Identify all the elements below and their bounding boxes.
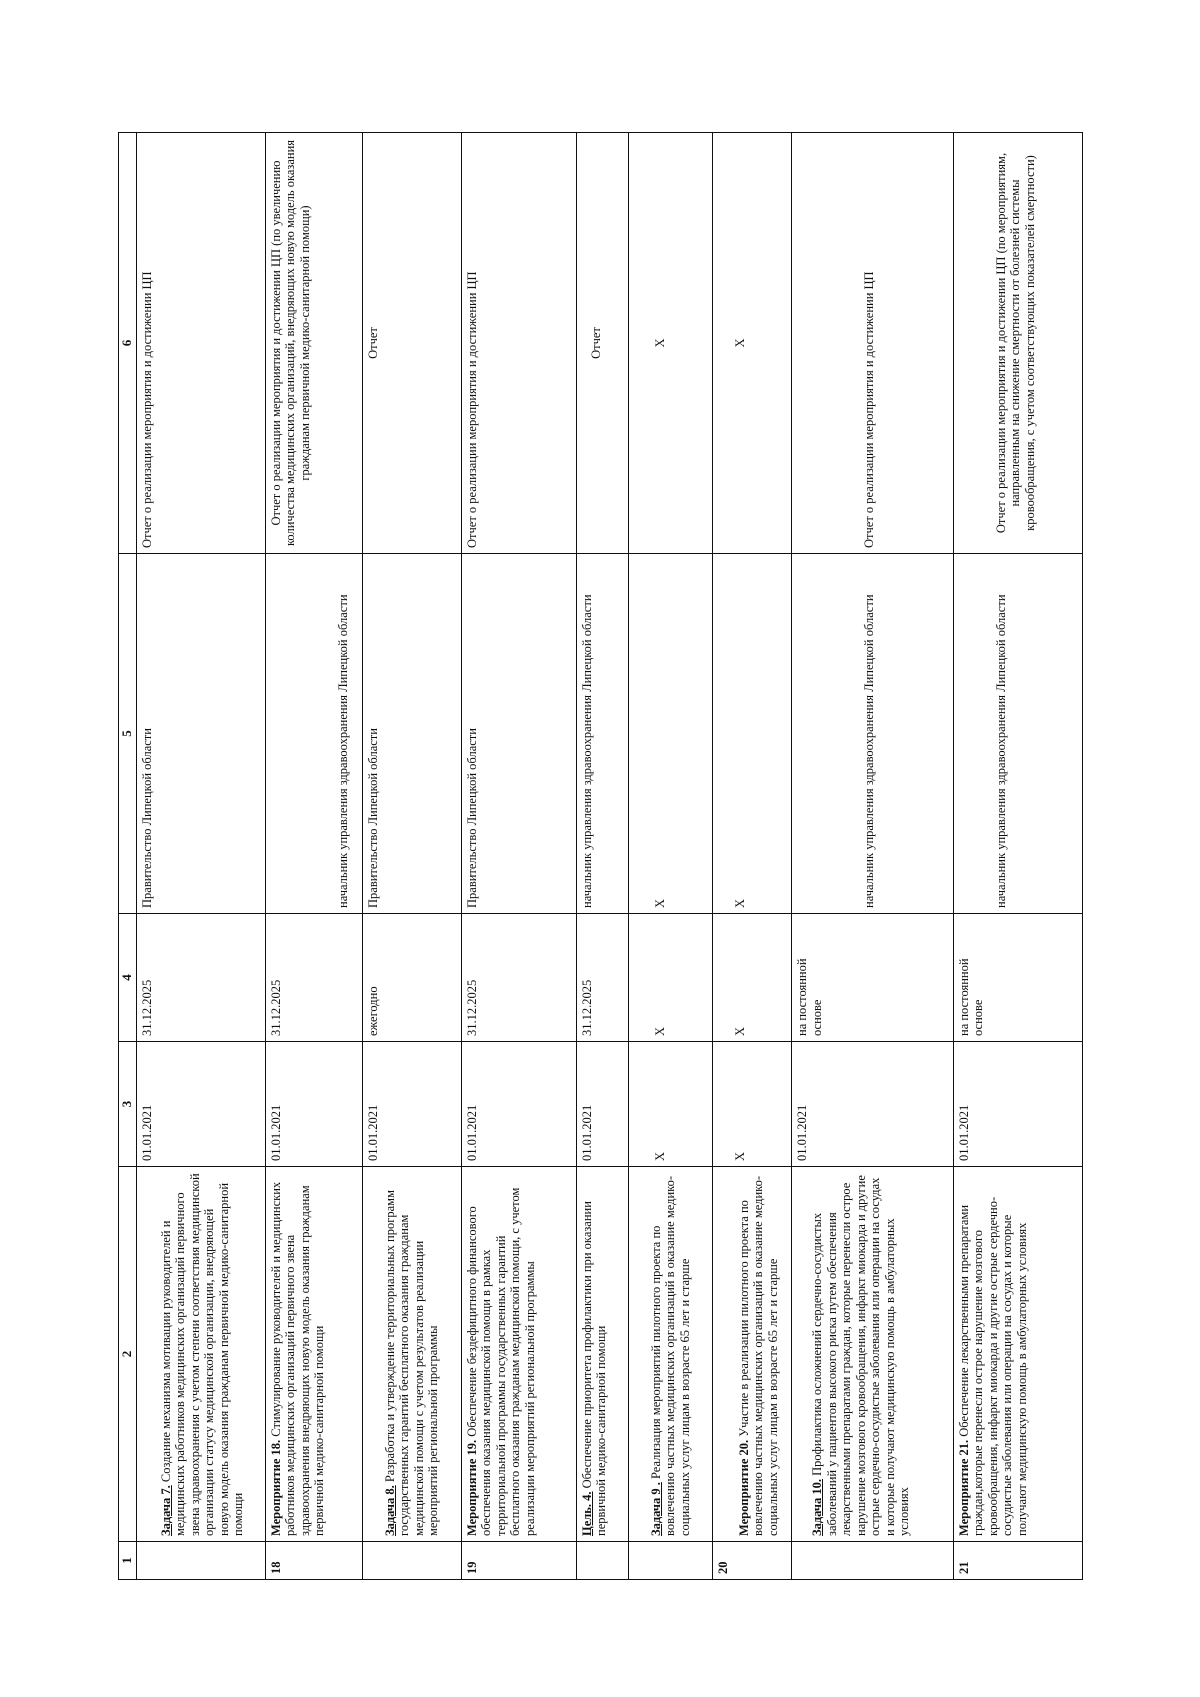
row-result: Отчет о реализации мероприятия и достижении ЦП <box>792 133 954 554</box>
row-start-date: Х <box>628 1042 712 1167</box>
row-result: Отчет о реализации мероприятия и достижении ЦП (по мероприятиям, направленным на снижение смертности от болезней системы кровообращения, с учетом соответствующих показателей смертности) <box>953 133 1082 554</box>
row-result: Отчет о реализации мероприятия и достижении ЦП (по увеличению количества медицинских организаций, внедряющих новую модель оказания гражданам первичной медико-санитарной помощи) <box>265 133 362 554</box>
row-result: Х <box>628 133 712 554</box>
table-row <box>265 133 362 1580</box>
row-responsible: Правительство Липецкой области <box>461 554 576 914</box>
row-text: Реализация мероприятий пилотного проекта по вовлечению частных медицинских организаций в оказание медико-социальных услуг лицам в возрасте 65 лет и старше <box>648 1175 692 1536</box>
row-description <box>461 1167 576 1542</box>
row-start-date: 01.01.2021 <box>576 1042 628 1167</box>
row-responsible: Правительство Липецкой области <box>136 554 265 914</box>
row-number: 21 <box>953 1542 1082 1580</box>
row-text: Профилактика осложнений сердечно-сосудистых заболеваний у пациентов высокого риска путем обеспечения лекарственными препаратами граждан, которые перенесли острое нарушение мозгового кровообращения, инфаркт миокарда и другие острые сердечно-сосудистые заболевания или операции на сосудах и которые получают медицинскую помощь в амбулаторных условиях <box>810 1175 912 1536</box>
row-number <box>792 1542 954 1580</box>
header-col-6: 6 <box>119 133 137 554</box>
row-description <box>953 1167 1082 1542</box>
row-description <box>628 1167 712 1542</box>
row-start-date: 01.01.2021 <box>461 1042 576 1167</box>
header-row <box>119 133 137 1580</box>
row-responsible: Правительство Липецкой области <box>362 554 461 914</box>
row-description <box>712 1167 792 1542</box>
row-title: Мероприятие 21. <box>956 1439 971 1536</box>
row-description <box>792 1167 954 1542</box>
row-title: Мероприятие 19. <box>464 1439 479 1536</box>
row-number <box>628 1542 712 1580</box>
row-responsible: Х <box>712 554 792 914</box>
row-description <box>136 1167 265 1542</box>
row-responsible: начальник управления здравоохранения Липецкой области <box>792 554 954 914</box>
header-col-1: 1 <box>119 1542 137 1580</box>
row-responsible: начальник управления здравоохранения Липецкой области <box>576 554 628 914</box>
row-end-date: на постоянной основе <box>792 914 954 1042</box>
row-number <box>362 1542 461 1580</box>
row-end-date: 31.12.2025 <box>265 914 362 1042</box>
row-end-date: 31.12.2025 <box>136 914 265 1042</box>
row-title: Мероприятие 20. <box>736 1439 751 1536</box>
row-responsible: начальник управления здравоохранения Липецкой области <box>953 554 1082 914</box>
row-end-date: на постоянной основе <box>953 914 1082 1042</box>
row-end-date: ежегодно <box>362 914 461 1042</box>
table-row <box>712 133 792 1580</box>
row-number: 18 <box>265 1542 362 1580</box>
row-text: Обеспечение бездефицитного финансового обеспечения оказания медицинской помощи в рамках территориальной программы государственных гарантий бесплатного оказания гражданам медицинской помощи, с учетом реализации мероприятий региональной программы <box>464 1187 537 1536</box>
row-result: Отчет о реализации мероприятия и достижении ЦП <box>136 133 265 554</box>
row-start-date: 01.01.2021 <box>136 1042 265 1167</box>
table-row <box>628 133 712 1580</box>
row-title: Задача 7. <box>158 1485 173 1536</box>
row-description <box>576 1167 628 1542</box>
table-row <box>792 133 954 1580</box>
row-number <box>136 1542 265 1580</box>
rotated-sheet <box>118 133 1083 1580</box>
row-result: Х <box>712 133 792 554</box>
header-col-5: 5 <box>119 554 137 914</box>
row-result: Отчет <box>362 133 461 554</box>
row-text: Стимулирование руководителей и медицинских работников медицинских организаций первичного звена здравоохранения внедряющих новую модель оказания гражданам первичной медико-санитарной помощи <box>268 1181 327 1536</box>
header-col-4: 4 <box>119 914 137 1042</box>
row-text: Разработка и утверждение территориальных программ государственных гарантий бесплатного оказания гражданам медицинской помощи с учетом результатов реализации мероприятий региональной программы <box>382 1190 441 1536</box>
row-title: Задача 10. <box>810 1479 825 1536</box>
row-description <box>362 1167 461 1542</box>
row-result: Отчет <box>576 133 628 554</box>
row-end-date: 31.12.2025 <box>576 914 628 1042</box>
row-responsible: начальник управления здравоохранения Липецкой области <box>265 554 362 914</box>
row-title: Мероприятие 18. <box>268 1439 283 1536</box>
row-text: Обеспечение лекарственными препаратами граждан,которые перенесли острое нарушение мозгового кровообращения, инфаркт миокарда и другие острые сердечно-сосудистые заболевания или операции на сосудах и которые получают медицинскую помощь в амбулаторных условиях <box>956 1196 1029 1536</box>
row-title: Задача 9 . <box>648 1482 663 1536</box>
table-row <box>362 133 461 1580</box>
header-col-3: 3 <box>119 1042 137 1167</box>
row-text: Создание механизма мотивации руководителей и медицинских работников медицинских организаций первичного звена здравоохранения с учетом степени соответствия медицинской организации статусу медицинской организации, внедряющей новую модель оказания гражданам первичной медико-санитарной помощи <box>158 1173 245 1536</box>
table-row <box>576 133 628 1580</box>
table-row <box>136 133 265 1580</box>
row-start-date: 01.01.2021 <box>953 1042 1082 1167</box>
header-col-2: 2 <box>119 1167 137 1542</box>
row-end-date: 31.12.2025 <box>461 914 576 1042</box>
row-responsible: Х <box>628 554 712 914</box>
table-row <box>953 133 1082 1580</box>
row-text: Обеспечение приоритета профилактики при оказании первичной медико-санитарной помощи <box>579 1201 609 1536</box>
row-title: Задача 8. <box>382 1485 397 1536</box>
row-start-date: 01.01.2021 <box>792 1042 954 1167</box>
table-row <box>461 133 576 1580</box>
row-title: Цель. 4. <box>579 1491 594 1536</box>
row-number <box>576 1542 628 1580</box>
row-start-date: 01.01.2021 <box>265 1042 362 1167</box>
row-end-date: Х <box>712 914 792 1042</box>
row-number: 20 <box>712 1542 792 1580</box>
row-end-date: Х <box>628 914 712 1042</box>
row-description <box>265 1167 362 1542</box>
row-result: Отчет о реализации мероприятия и достижении ЦП <box>461 133 576 554</box>
program-table <box>118 132 1083 1580</box>
row-start-date: Х <box>712 1042 792 1167</box>
row-number: 19 <box>461 1542 576 1580</box>
row-text: Участие в реализации пилотного проекта по вовлечению частных медицинских организаций в оказание медико-социальных услуг лицам в возрасте 65 лет и старше <box>736 1175 780 1536</box>
row-start-date: 01.01.2021 <box>362 1042 461 1167</box>
